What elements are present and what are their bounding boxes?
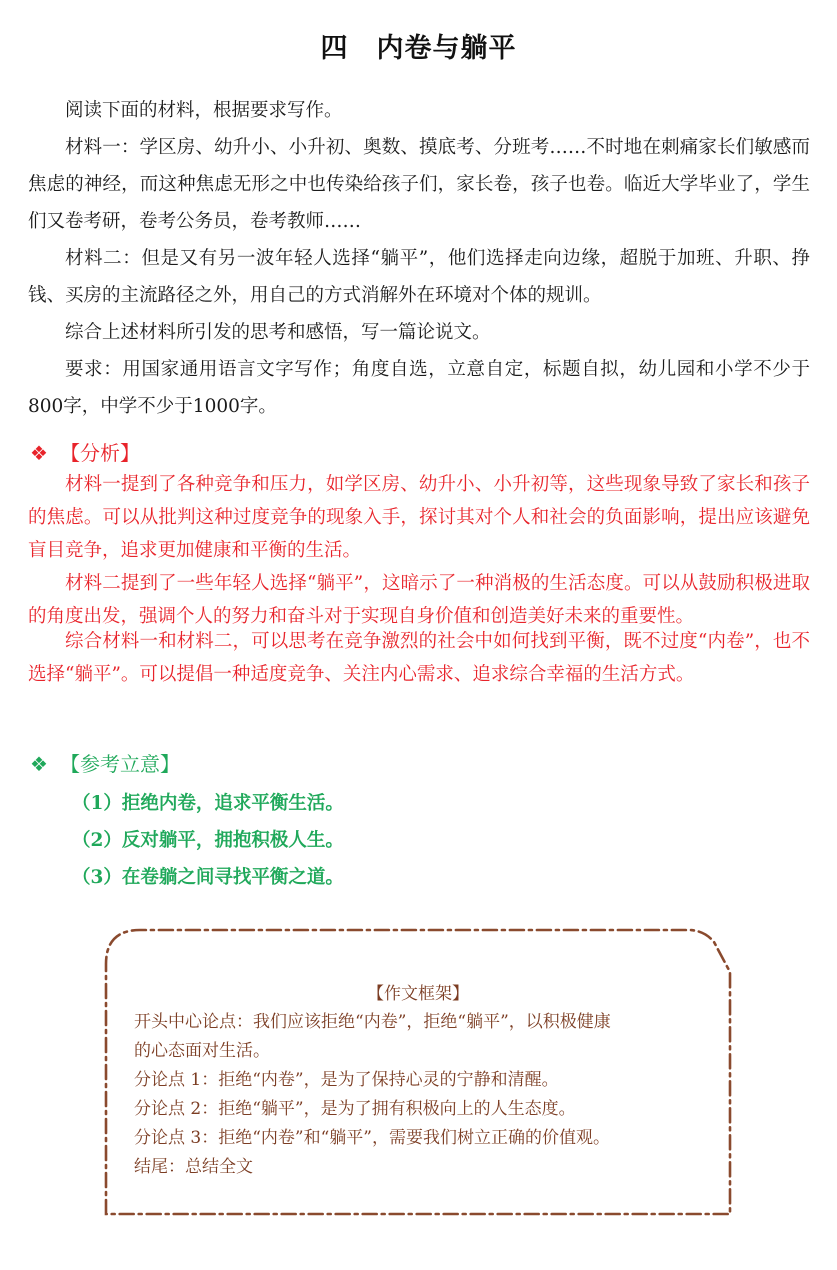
ideas-heading-row	[30, 749, 180, 779]
framework-line: 分论点 2：拒绝“躺平”，是为了拥有积极向上的人生态度。	[134, 1099, 576, 1119]
idea-item: （2）反对躺平，拥抱积极人生。	[72, 830, 344, 851]
framework-heading: 【作文框架】	[367, 984, 469, 1004]
analysis-heading: 【分析】	[60, 441, 140, 465]
diamond-bullet-icon: ❖	[30, 752, 48, 776]
prompt-requirement: 要求：用国家通用语言文字写作；角度自选，立意自定，标题自拟，幼儿园和小学不少于800字，中学不少于1000字。	[28, 359, 810, 417]
prompt-material-1: 材料一：学区房、幼升小、小升初、奥数、摸底考、分班考……不时地在刺痛家长们敏感而焦虑的神经，而这种焦虑无形之中也传染给孩子们，家长卷，孩子也卷。临近大学毕业了，学生们又卷考研，卷考公务员，卷考教师……	[28, 137, 810, 232]
idea-item: （3）在卷躺之间寻找平衡之道。	[72, 867, 344, 888]
analysis-paragraph-1: 材料一提到了各种竞争和压力，如学区房、幼升小、小升初等，这些现象导致了家长和孩子的焦虑。可以从批判这种过度竞争的现象入手，探讨其对个人和社会的负面影响，提出应该避免盲目竞争，追求更加健康和平衡的生活。	[28, 474, 810, 561]
framework-line: 的心态面对生活。	[134, 1041, 270, 1061]
framework-line: 开头中心论点：我们应该拒绝“内卷”，拒绝“躺平”，以积极健康	[134, 1012, 611, 1032]
framework-line: 分论点 3：拒绝“内卷”和“躺平”，需要我们树立正确的价值观。	[134, 1128, 610, 1148]
prompt-intro: 阅读下面的材料，根据要求写作。	[65, 100, 343, 121]
ideas-heading: 【参考立意】	[60, 752, 180, 776]
framework-line: 分论点 1：拒绝“内卷”，是为了保持心灵的宁静和清醒。	[134, 1070, 559, 1090]
analysis-heading-row	[30, 438, 140, 468]
diamond-bullet-icon: ❖	[30, 441, 48, 465]
analysis-paragraph-3: 综合材料一和材料二，可以思考在竞争激烈的社会中如何找到平衡，既不过度“内卷”，也不选择“躺平”。可以提倡一种适度竞争、关注内心需求、追求综合幸福的生活方式。	[28, 631, 810, 685]
idea-item: （1）拒绝内卷，追求平衡生活。	[72, 793, 344, 814]
prompt-material-2: 材料二：但是又有另一波年轻人选择“躺平”，他们选择走向边缘，超脱于加班、升职、挣钱、买房的主流路径之外，用自己的方式消解外在环境对个体的规训。	[28, 248, 810, 306]
page-title: 四 内卷与躺平	[320, 33, 517, 64]
prompt-task: 综合上述材料所引发的思考和感悟，写一篇论说文。	[65, 322, 491, 343]
analysis-paragraph-2: 材料二提到了一些年轻人选择“躺平”，这暗示了一种消极的生活态度。可以从鼓励积极进取的角度出发，强调个人的努力和奋斗对于实现自身价值和创造美好未来的重要性。	[28, 573, 810, 627]
framework-line: 结尾：总结全文	[134, 1157, 253, 1177]
